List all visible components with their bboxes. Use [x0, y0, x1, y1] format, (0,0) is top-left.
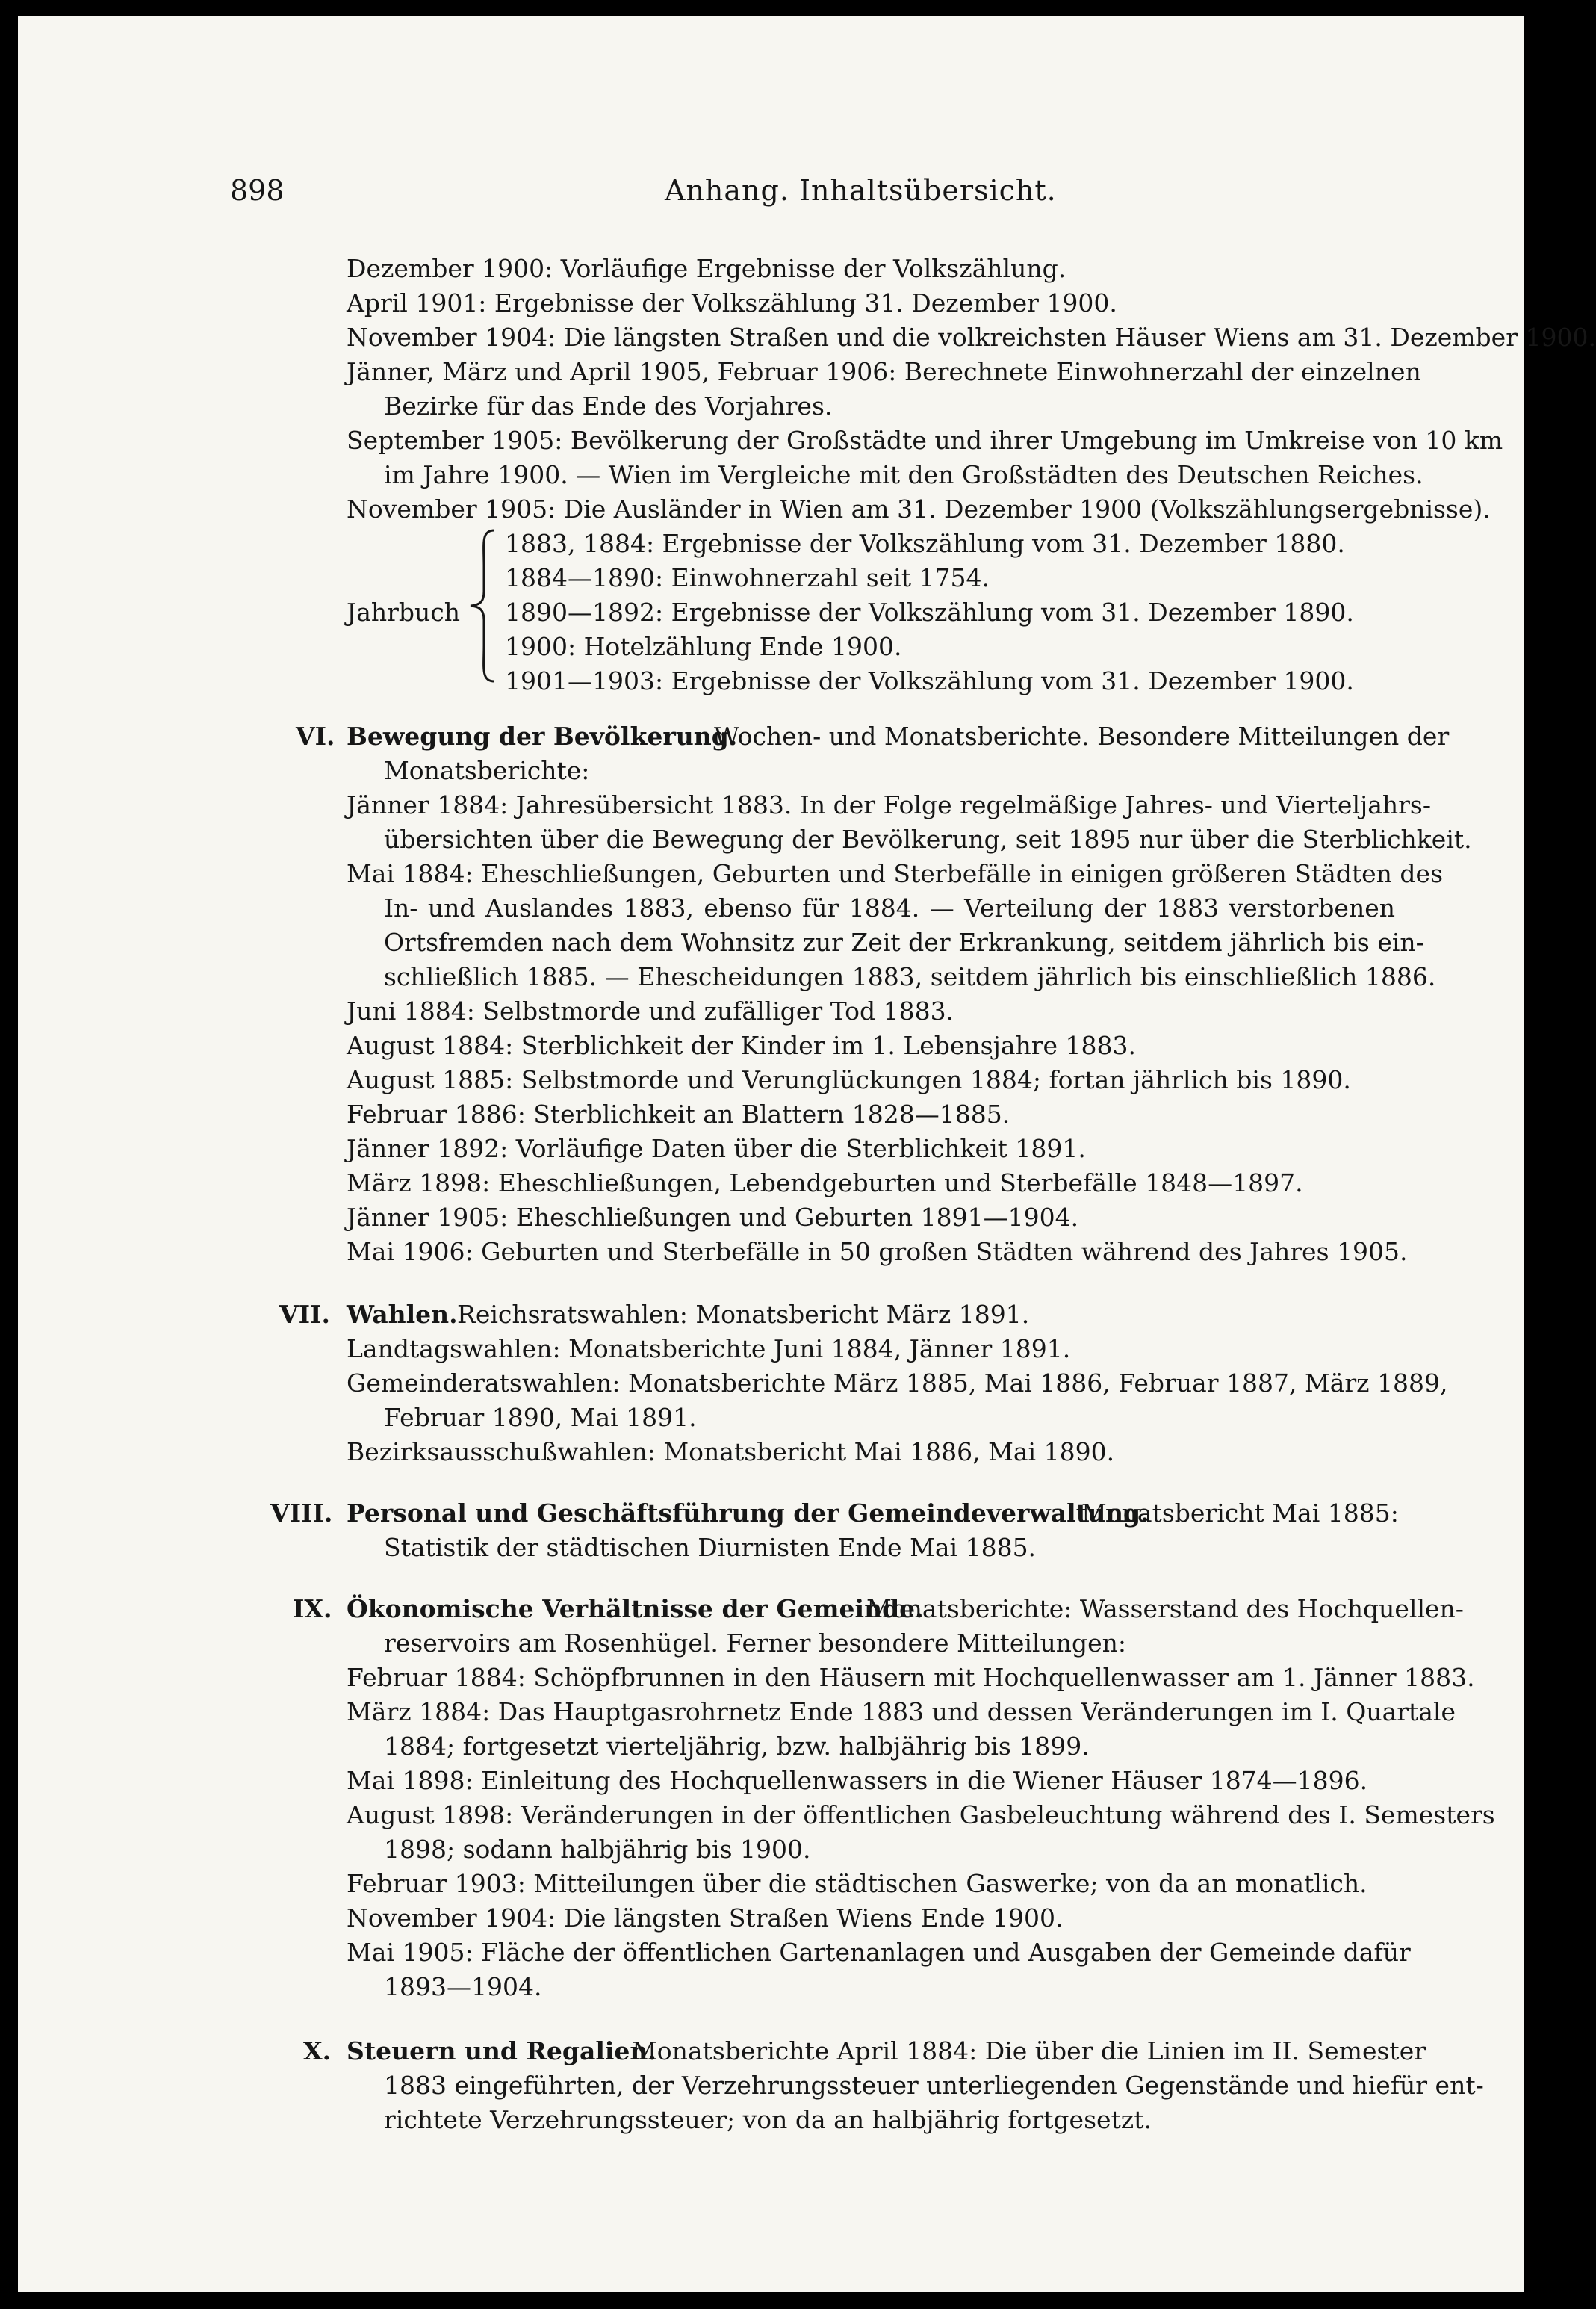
text-line: Mai 1884: Eheschließungen, Geburten und Sterbefälle in einigen größeren Städten des [347, 859, 1444, 888]
text-line: Juni 1884: Selbstmorde und zufälliger Tod 1883. [347, 997, 954, 1026]
text-line: Dezember 1900: Vorläufige Ergebnisse der Volkszählung. [347, 254, 1066, 283]
section-title: Steuern und Regalien. [347, 2036, 656, 2065]
text-line: November 1905: Die Ausländer in Wien am 31. Dezember 1900 (Volkszählungsergebnisse). [347, 495, 1491, 524]
text-line: Mai 1905: Fläche der öffentlichen Gartenanlagen und Ausgaben der Gemeinde dafür [347, 1938, 1411, 1967]
text-line: Monatsberichte April 1884: Die über die Linien im II. Semester [632, 2036, 1426, 2065]
text-line: im Jahre 1900. — Wien im Vergleiche mit den Großstädten des Deutschen Reiches. [384, 460, 1423, 489]
text-line: 1898; sodann halbjährig bis 1900. [384, 1835, 811, 1864]
text-line: Februar 1903: Mitteilungen über die städtischen Gaswerke; von da an monatlich. [347, 1869, 1367, 1898]
text-line: Jänner 1905: Eheschließungen und Geburten 1891—1904. [347, 1203, 1079, 1232]
section-title: Bewegung der Bevölkerung. [347, 722, 738, 751]
section-title: Ökonomische Verhältnisse der Gemeinde. [347, 1594, 924, 1623]
text-line: übersichten über die Bewegung der Bevölkerung, seit 1895 nur über die Sterblichkeit. [384, 825, 1472, 854]
text-line: 1893—1904. [384, 1972, 542, 2001]
text-line: Ortsfremden nach dem Wohnsitz zur Zeit der Erkrankung, seitdem jährlich bis ein- [384, 928, 1424, 957]
text-line: Februar 1890, Mai 1891. [384, 1403, 697, 1432]
text-line: reservoirs am Rosenhügel. Ferner besondere Mitteilungen: [384, 1628, 1127, 1658]
jahrbuch-item: 1900: Hotelzählung Ende 1900. [505, 632, 902, 661]
jahrbuch-item: 1901—1903: Ergebnisse der Volkszählung vom 31. Dezember 1900. [505, 666, 1354, 695]
text-line: April 1901: Ergebnisse der Volkszählung 31. Dezember 1900. [347, 288, 1117, 317]
running-title: Anhang. Inhaltsübersicht. [665, 174, 1057, 207]
page-number: 898 [230, 174, 285, 207]
section-title: Wahlen. [347, 1300, 458, 1329]
text-line: November 1904: Die längsten Straßen Wiens Ende 1900. [347, 1903, 1064, 1933]
text-line: Gemeinderatswahlen: Monatsberichte März 1885, Mai 1886, Februar 1887, März 1889, [347, 1369, 1448, 1398]
text-line: August 1898: Veränderungen in der öffentlichen Gasbeleuchtung während des I. Semesters [347, 1800, 1495, 1829]
curly-brace-icon [465, 527, 506, 684]
section-numeral: VII. [279, 1300, 330, 1329]
text-line: Februar 1884: Schöpfbrunnen in den Häusern mit Hochquellenwasser am 1. Jänner 1883. [347, 1663, 1475, 1692]
jahrbuch-item: 1884—1890: Einwohnerzahl seit 1754. [505, 563, 990, 592]
text-line: In- und Auslandes 1883, ebenso für 1884. — Verteilung der 1883 verstorbenen [384, 893, 1395, 923]
section-numeral: VI. [296, 722, 335, 751]
text-line: Mai 1898: Einleitung des Hochquellenwassers in die Wiener Häuser 1874—1896. [347, 1766, 1368, 1795]
text-line: August 1884: Sterblichkeit der Kinder im 1. Lebensjahre 1883. [347, 1031, 1137, 1060]
text-line: 1883 eingeführten, der Verzehrungssteuer unterliegenden Gegenstände und hiefür ent- [384, 2071, 1484, 2100]
text-line: Monatsberichte: [384, 756, 590, 785]
text-line: richtete Verzehrungssteuer; von da an halbjährig fortgesetzt. [384, 2105, 1152, 2134]
text-line: 1884; fortgesetzt vierteljährig, bzw. halbjährig bis 1899. [384, 1732, 1090, 1761]
text-line: Mai 1906: Geburten und Sterbefälle in 50 großen Städten während des Jahres 1905. [347, 1237, 1408, 1266]
section-numeral: IX. [293, 1594, 332, 1623]
text-line: Jänner, März und April 1905, Februar 1906: Berechnete Einwohnerzahl der einzelnen [347, 357, 1421, 386]
text-line: Bezirke für das Ende des Vorjahres. [384, 391, 833, 421]
text-line: Reichsratswahlen: Monatsbericht März 1891. [457, 1300, 1030, 1329]
section-numeral: X. [303, 2036, 332, 2065]
text-line: Statistik der städtischen Diurnisten Ende Mai 1885. [384, 1533, 1037, 1562]
text-line: Jänner 1884: Jahresübersicht 1883. In der Folge regelmäßige Jahres- und Vierteljahrs- [347, 790, 1432, 819]
text-line: März 1884: Das Hauptgasrohrnetz Ende 1883 und dessen Veränderungen im I. Quartale [347, 1697, 1456, 1726]
text-line: schließlich 1885. — Ehescheidungen 1883, seitdem jährlich bis einschließlich 1886. [384, 962, 1436, 991]
text-line: Februar 1886: Sterblichkeit an Blattern 1828—1885. [347, 1100, 1010, 1129]
text-line: Wochen- und Monatsberichte. Besondere Mitteilungen der [714, 722, 1450, 751]
section-numeral: VIII. [270, 1498, 333, 1528]
jahrbuch-label: Jahrbuch [347, 598, 461, 627]
text-line: Monatsbericht Mai 1885: [1081, 1498, 1399, 1528]
jahrbuch-item: 1883, 1884: Ergebnisse der Volkszählung vom 31. Dezember 1880. [505, 529, 1345, 558]
text-line: Monatsberichte: Wasserstand des Hochquellen- [866, 1594, 1464, 1623]
text-line: März 1898: Eheschließungen, Lebendgeburten und Sterbefälle 1848—1897. [347, 1168, 1303, 1197]
text-line: September 1905: Bevölkerung der Großstädte und ihrer Umgebung im Umkreise von 10 km [347, 426, 1503, 455]
text-line: August 1885: Selbstmorde und Verunglückungen 1884; fortan jährlich bis 1890. [347, 1065, 1351, 1094]
text-line: Landtagswahlen: Monatsberichte Juni 1884, Jänner 1891. [347, 1334, 1071, 1363]
jahrbuch-item: 1890—1892: Ergebnisse der Volkszählung vom 31. Dezember 1890. [505, 598, 1354, 627]
text-line: November 1904: Die längsten Straßen und die volkreichsten Häuser Wiens am 31. Dezember 1900. [347, 323, 1596, 352]
section-title: Personal und Geschäftsführung der Gemeindeverwaltung. [347, 1498, 1149, 1528]
text-line: Jänner 1892: Vorläufige Daten über die Sterblichkeit 1891. [347, 1134, 1086, 1163]
text-line: Bezirksausschußwahlen: Monatsbericht Mai 1886, Mai 1890. [347, 1437, 1115, 1466]
